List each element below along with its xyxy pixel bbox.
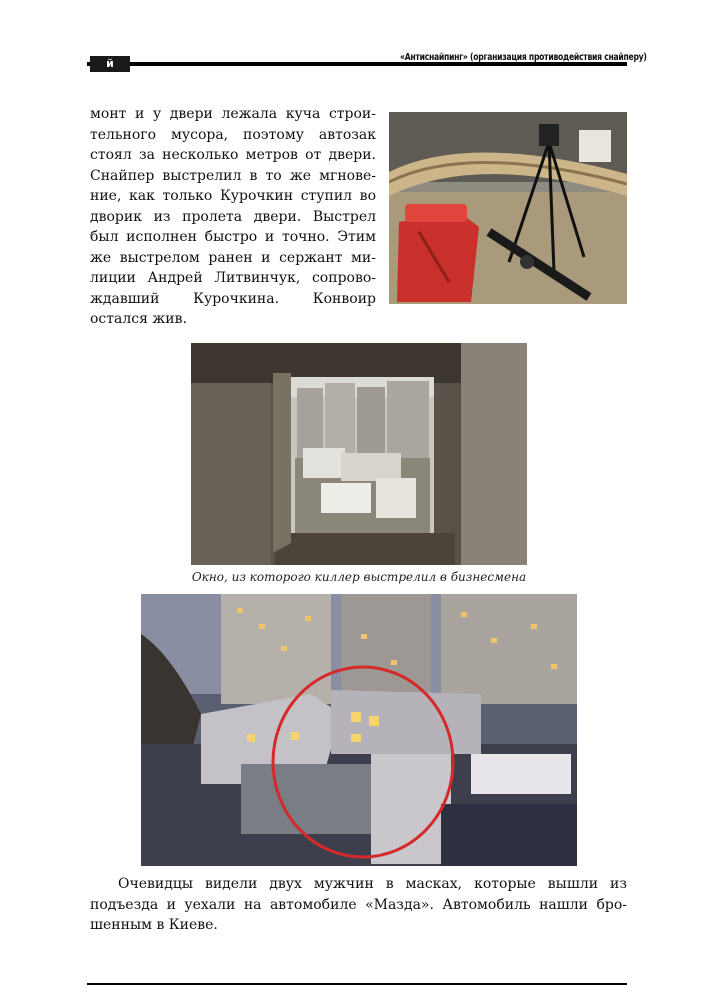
text-line: ние, как только Курочкин ступил во	[90, 188, 376, 204]
text-line: Очевидцы видели двух мужчин в масках, которые вышли из	[118, 876, 627, 892]
photo-caption: Окно, из которого киллер выстрелил в бизнесмена	[191, 570, 527, 584]
text-line: стоял за несколько метров от двери.	[90, 147, 376, 163]
photo-window-view	[191, 343, 527, 565]
text-line: тельного мусора, поэтому автозак	[90, 126, 376, 143]
text-line: был исполнен быстро и точно. Этим	[90, 229, 376, 245]
text-line: Снайпер выстрелил в то же мгнове-	[90, 167, 376, 184]
footer-rule	[87, 983, 627, 985]
text-line: шенным в Киеве.	[90, 917, 218, 933]
text-line: монт и у двери лежала куча строи-	[90, 106, 376, 122]
text-line: подъезда и уехали на автомобиле «Мазда». Автомобиль нашли бро-	[90, 896, 627, 913]
page-number-tab: й	[90, 56, 130, 72]
photo-courtyard-dusk	[141, 594, 577, 866]
text-line: лиции Андрей Литвинчук, сопрово-	[90, 270, 376, 286]
paragraph-top	[90, 104, 376, 330]
photo-sniper-nest	[389, 112, 627, 304]
paragraph-bottom	[90, 874, 627, 936]
running-title: «Антиснайпинг» (организация противодействия снайперу)	[400, 52, 647, 63]
text-line: остался жив.	[90, 311, 187, 327]
text-line: дворик из пролета двери. Выстрел	[90, 208, 376, 225]
text-line: ждавший Курочкина. Конвоир	[90, 290, 376, 307]
text-line: же выстрелом ранен и сержант ми-	[90, 249, 376, 266]
